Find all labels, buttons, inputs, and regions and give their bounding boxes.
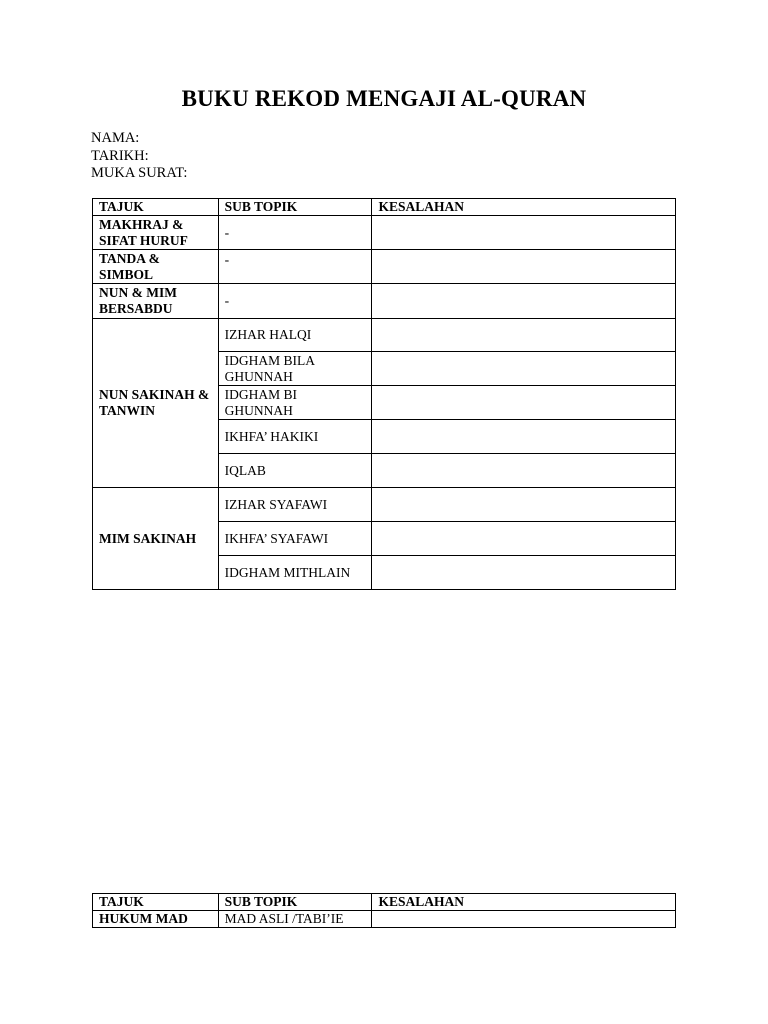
tajuk-cell: HUKUM MAD — [93, 911, 219, 928]
sub-topik-cell: IZHAR HALQI — [218, 319, 372, 352]
kesalahan-cell[interactable] — [372, 319, 676, 352]
table-header-row — [93, 894, 676, 911]
kesalahan-cell[interactable] — [372, 250, 676, 284]
sub-topik-cell: IDGHAM BILA GHUNNAH — [218, 352, 372, 386]
table-row — [93, 911, 676, 928]
sub-topik-cell: IKHFA’ HAKIKI — [218, 420, 372, 454]
sub-topik-cell: - — [218, 250, 372, 284]
kesalahan-cell[interactable] — [372, 352, 676, 386]
table-row — [93, 216, 676, 250]
tajuk-cell: NUN SAKINAH & TANWIN — [93, 319, 219, 488]
table-header-row — [93, 199, 676, 216]
kesalahan-cell[interactable] — [372, 420, 676, 454]
kesalahan-cell[interactable] — [372, 216, 676, 250]
sub-topik-cell: IKHFA’ SYAFAWI — [218, 522, 372, 556]
kesalahan-cell[interactable] — [372, 454, 676, 488]
sub-topik-cell: MAD ASLI /TABI’IE — [218, 911, 372, 928]
record-fields — [91, 130, 187, 183]
sub-topik-cell: - — [218, 284, 372, 319]
sub-topik-cell: IDGHAM BI GHUNNAH — [218, 386, 372, 420]
header-tajuk: TAJUK — [93, 894, 219, 911]
field-nama: NAMA: — [91, 130, 140, 146]
kesalahan-cell[interactable] — [372, 386, 676, 420]
sub-topik-cell: IDGHAM MITHLAIN — [218, 556, 372, 590]
tajuk-cell: TANDA & SIMBOL — [93, 250, 219, 284]
tajuk-cell: MIM SAKINAH — [93, 488, 219, 590]
table-row — [93, 319, 676, 352]
field-tarikh: TARIKH: — [91, 147, 149, 164]
header-sub-topik: SUB TOPIK — [218, 199, 372, 216]
table-row — [93, 284, 676, 319]
kesalahan-cell[interactable] — [372, 488, 676, 522]
sub-topik-cell: - — [218, 216, 372, 250]
table-row — [93, 250, 676, 284]
tajuk-cell: NUN & MIM BERSABDU — [93, 284, 219, 319]
hukum-mad-table — [92, 893, 676, 928]
field-muka-surat: MUKA SURAT: — [91, 165, 188, 181]
kesalahan-cell[interactable] — [372, 284, 676, 319]
kesalahan-cell[interactable] — [372, 522, 676, 556]
kesalahan-cell[interactable] — [372, 556, 676, 590]
page-title: BUKU REKOD MENGAJI AL-QURAN — [181, 86, 587, 111]
table-row — [93, 488, 676, 522]
header-kesalahan: KESALAHAN — [372, 199, 676, 216]
sub-topik-cell: IQLAB — [218, 454, 372, 488]
header-kesalahan: KESALAHAN — [372, 894, 676, 911]
tajuk-cell: MAKHRAJ & SIFAT HURUF — [93, 216, 219, 250]
record-table — [92, 198, 676, 590]
header-tajuk: TAJUK — [93, 199, 219, 216]
sub-topik-cell: IZHAR SYAFAWI — [218, 488, 372, 522]
header-sub-topik: SUB TOPIK — [218, 894, 372, 911]
kesalahan-cell[interactable] — [372, 911, 676, 928]
